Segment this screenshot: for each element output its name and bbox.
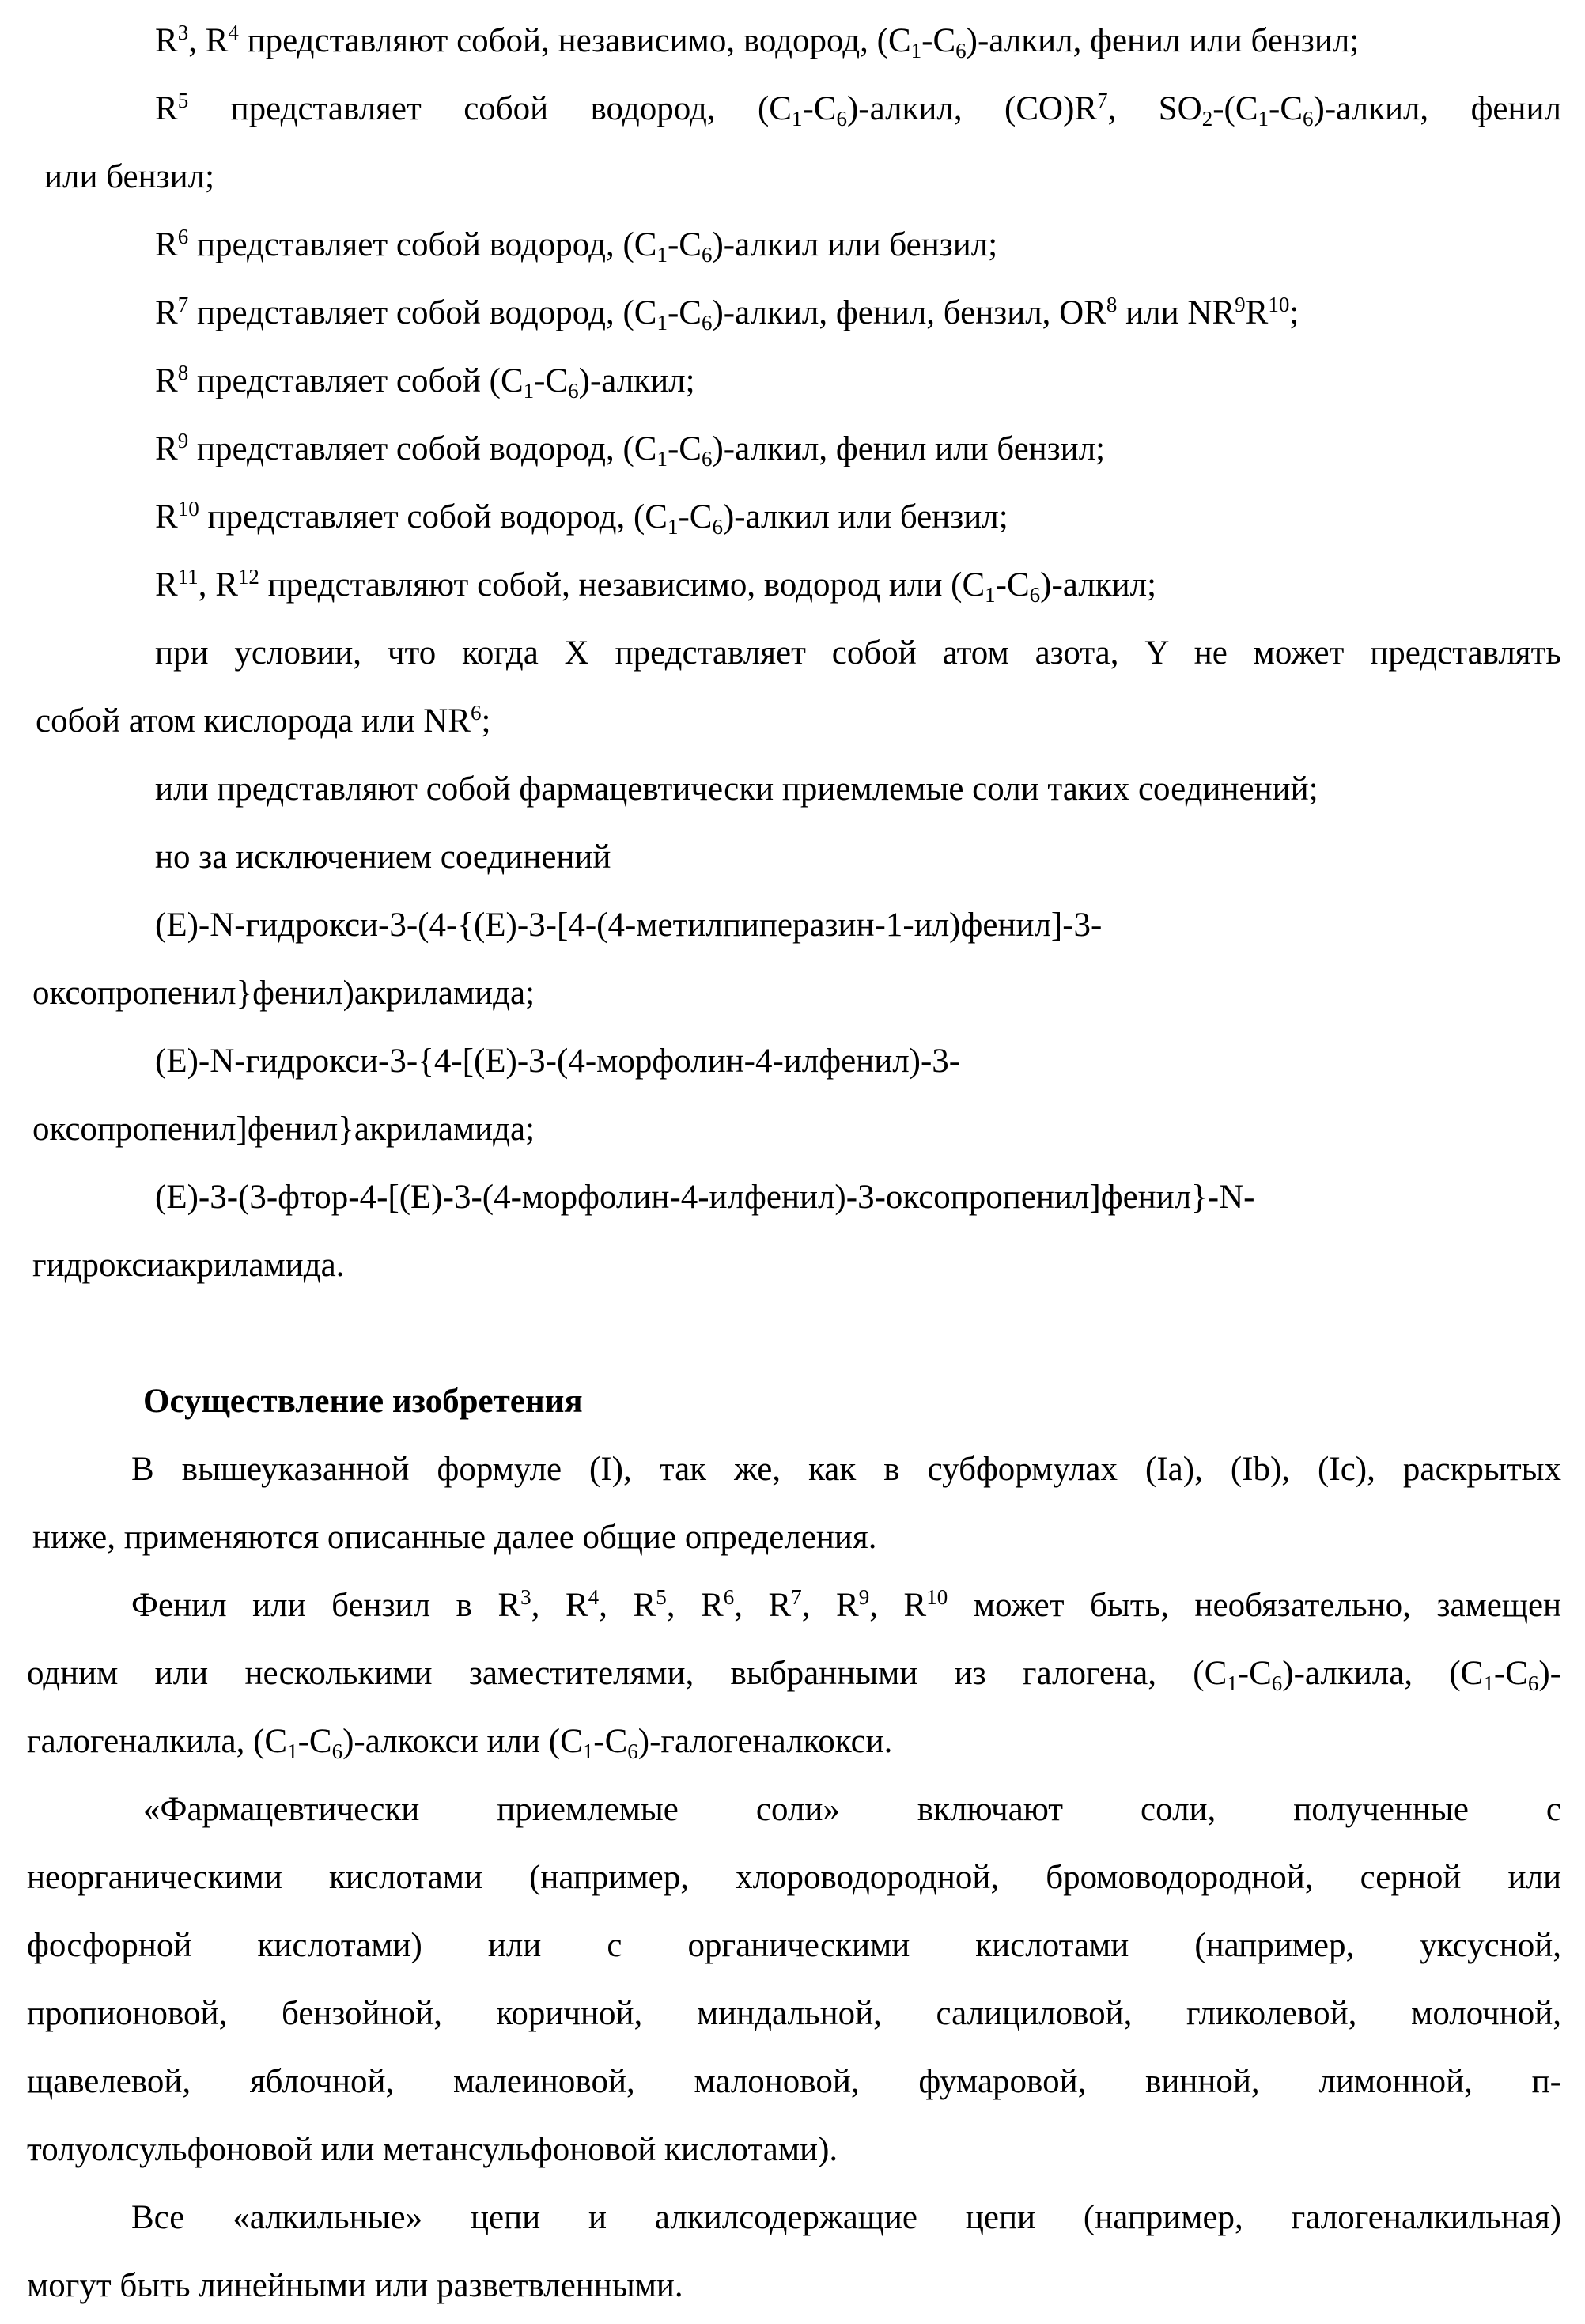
text-run: (E)-N-гидрокси-3-(4-{(E)-3-[4-(4-метилпиперазин-1-ил)фенил]-3- — [155, 907, 1102, 944]
text-run: R — [155, 294, 178, 331]
text-line — [36, 687, 490, 755]
subscript: 6 — [1528, 1671, 1539, 1695]
text-run: представляют собой, независимо, водород, (C — [239, 22, 911, 59]
subscript: 1 — [911, 39, 922, 62]
superscript: 10 — [178, 497, 199, 520]
text-line — [155, 551, 1156, 619]
text-run: , R — [199, 566, 238, 604]
text-run: , SO — [1108, 90, 1202, 127]
superscript: 8 — [178, 361, 189, 384]
subscript: 6 — [955, 39, 967, 62]
text-run: -C — [802, 90, 836, 127]
text-run: ; — [1289, 294, 1299, 331]
text-run: или бензил; — [44, 158, 214, 195]
superscript: 9 — [1235, 293, 1246, 316]
subscript: 1 — [524, 379, 535, 403]
text-run: представляет собой водород, (C — [188, 294, 656, 331]
superscript: 6 — [724, 1585, 735, 1609]
text-run: представляет собой водород, (C — [199, 498, 668, 536]
text-line — [131, 2184, 1561, 2252]
text-run: )-алкокси или (C — [342, 1723, 583, 1760]
text-line — [131, 1436, 1561, 1504]
text-run: В вышеуказанной формуле (I), так же, как в субформулах (Ia), (Ib), (Ic), раскрытых — [131, 1451, 1561, 1488]
text-line — [32, 960, 535, 1028]
superscript: 3 — [178, 21, 189, 44]
text-run: )-алкил; — [1040, 566, 1156, 604]
text-line — [27, 1912, 1561, 1980]
text-line — [143, 1776, 1561, 1844]
text-run: Фенил или бензил в R — [131, 1587, 520, 1624]
text-line — [155, 279, 1299, 347]
text-run: )-алкил; — [579, 362, 695, 399]
text-run: )-алкил или бензил; — [712, 226, 997, 263]
text-run: собой атом кислорода или NR — [36, 702, 471, 740]
text-line — [155, 1164, 1561, 1232]
text-run: (E)-N-гидрокси-3-{4-[(E)-3-(4-морфолин-4-илфенил)-3- — [155, 1043, 960, 1080]
text-run: -C — [298, 1723, 332, 1760]
text-line — [155, 619, 1561, 687]
superscript: 4 — [228, 21, 239, 44]
text-run: R — [155, 90, 178, 127]
text-run: представляют собой, независимо, водород или (C — [259, 566, 985, 604]
text-run: одним или несколькими заместителями, выбранными из галогена, (C — [27, 1655, 1227, 1692]
text-run: но за исключением соединений — [155, 838, 611, 876]
text-line — [155, 755, 1318, 823]
superscript: 10 — [926, 1585, 948, 1609]
subscript: 1 — [1258, 107, 1269, 131]
text-run: )-алкил, (CO)R — [847, 90, 1097, 127]
text-line — [131, 1572, 1561, 1640]
text-run: оксопропенил]фенил}акриламида; — [32, 1111, 535, 1148]
text-run: представляет собой водород, (C — [188, 226, 656, 263]
text-line — [27, 1980, 1561, 2048]
text-run: представляет собой водород, (C — [188, 90, 792, 127]
text-run: , R — [599, 1587, 656, 1624]
text-run: представляет собой (C — [188, 362, 523, 399]
text-line — [27, 2116, 838, 2184]
text-run: или представляют собой фармацевтически приемлемые соли таких соединений; — [155, 770, 1318, 808]
text-run: )- — [1538, 1655, 1561, 1692]
text-run: «Фармацевтически приемлемые соли» включают соли, полученные с — [143, 1791, 1561, 1828]
text-run: R — [155, 430, 178, 467]
superscript: 7 — [1097, 89, 1108, 112]
text-run: толуолсульфоновой или метансульфоновой кислотами). — [27, 2131, 838, 2168]
text-run: -C — [534, 362, 568, 399]
text-run: может быть, необязательно, замещен — [948, 1587, 1561, 1624]
text-line — [155, 347, 695, 415]
superscript: 4 — [588, 1585, 600, 1609]
section-heading — [143, 1368, 583, 1436]
subscript: 1 — [1227, 1671, 1238, 1695]
superscript: 3 — [520, 1585, 531, 1609]
text-run: -C — [1494, 1655, 1528, 1692]
text-run: оксопропенил}фенил)акриламида; — [32, 975, 535, 1012]
text-line — [155, 891, 1102, 960]
text-line — [27, 2048, 1561, 2116]
subscript: 6 — [836, 107, 847, 131]
subscript: 6 — [1030, 583, 1041, 607]
superscript: 9 — [178, 429, 189, 452]
text-run: -C — [1238, 1655, 1272, 1692]
text-run: )-алкил, фенил, бензил, OR — [712, 294, 1106, 331]
superscript: 7 — [791, 1585, 802, 1609]
subscript: 1 — [583, 1739, 594, 1763]
text-line — [32, 1096, 535, 1164]
subscript: 1 — [287, 1739, 298, 1763]
superscript: 11 — [178, 565, 199, 589]
text-run: -C — [668, 430, 702, 467]
text-run: , R — [734, 1587, 791, 1624]
superscript: 8 — [1106, 293, 1118, 316]
text-line — [32, 1232, 344, 1300]
text-run: )-алкила, (C — [1282, 1655, 1483, 1692]
subscript: 1 — [656, 311, 668, 335]
text-run: R — [155, 22, 178, 59]
text-run: фосфорной кислотами) или с органическими кислотами (например, уксусной, — [27, 1927, 1561, 1964]
text-run: R — [155, 498, 178, 536]
text-line — [44, 143, 214, 211]
subscript: 1 — [792, 107, 803, 131]
subscript: 6 — [702, 243, 713, 267]
text-run: , R — [869, 1587, 926, 1624]
text-run: ниже, применяются описанные далее общие определения. — [32, 1519, 876, 1556]
text-run: )-алкил или бензил; — [723, 498, 1008, 536]
text-run: -C — [668, 294, 702, 331]
text-line — [155, 1028, 960, 1096]
text-run: -C — [593, 1723, 627, 1760]
text-run: пропионовой, бензойной, коричной, миндальной, салициловой, гликолевой, молочной, — [27, 1995, 1561, 2032]
subscript: 1 — [656, 447, 668, 471]
superscript: 9 — [859, 1585, 870, 1609]
text-run: представляет собой водород, (C — [188, 430, 656, 467]
text-run: ; — [481, 702, 490, 740]
subscript: 1 — [668, 515, 679, 539]
text-run: -(C — [1212, 90, 1258, 127]
text-run: , R — [802, 1587, 859, 1624]
text-run: -C — [996, 566, 1030, 604]
text-run: , R — [531, 1587, 588, 1624]
text-line — [27, 1708, 892, 1776]
subscript: 6 — [627, 1739, 638, 1763]
subscript: 1 — [656, 243, 668, 267]
superscript: 5 — [178, 89, 189, 112]
text-run: Осуществление изобретения — [143, 1383, 583, 1420]
subscript: 1 — [985, 583, 996, 607]
subscript: 6 — [712, 515, 723, 539]
subscript: 6 — [568, 379, 579, 403]
subscript: 6 — [1272, 1671, 1283, 1695]
text-line — [32, 1504, 876, 1572]
subscript: 6 — [332, 1739, 343, 1763]
text-line — [27, 1640, 1561, 1708]
text-run: щавелевой, яблочной, малеиновой, малоновой, фумаровой, винной, лимонной, п- — [27, 2063, 1561, 2100]
subscript: 6 — [702, 447, 713, 471]
text-line — [155, 211, 997, 279]
text-run: могут быть линейными или разветвленными. — [27, 2267, 683, 2304]
subscript: 2 — [1202, 107, 1213, 131]
text-run: R — [155, 226, 178, 263]
text-run: или NR — [1117, 294, 1235, 331]
text-run: -C — [668, 226, 702, 263]
text-run: )-галогеналкокси. — [638, 1723, 893, 1760]
text-run: , R — [188, 22, 228, 59]
text-run: неорганическими кислотами (например, хлороводородной, бромоводородной, серной или — [27, 1859, 1561, 1896]
text-run: галогеналкила, (C — [27, 1723, 287, 1760]
superscript: 12 — [238, 565, 259, 589]
text-line — [27, 1844, 1561, 1912]
text-run: )-алкил, фенил или бензил; — [712, 430, 1105, 467]
text-line — [155, 483, 1008, 551]
text-run: R — [1246, 294, 1269, 331]
superscript: 6 — [178, 225, 189, 248]
text-run: )-алкил, фенил — [1314, 90, 1561, 127]
superscript: 6 — [471, 701, 482, 725]
superscript: 7 — [178, 293, 189, 316]
text-run: R — [155, 362, 178, 399]
text-run: Все «алкильные» цепи и алкилсодержащие цепи (например, галогеналкильная) — [131, 2199, 1561, 2236]
text-run: гидроксиакриламида. — [32, 1247, 344, 1284]
text-run: -C — [1269, 90, 1303, 127]
text-line — [155, 823, 611, 891]
text-run: )-алкил, фенил или бензил; — [967, 22, 1360, 59]
text-line — [155, 7, 1359, 75]
text-run: -C — [921, 22, 955, 59]
superscript: 5 — [656, 1585, 667, 1609]
subscript: 1 — [1483, 1671, 1494, 1695]
text-line — [155, 75, 1561, 143]
text-run: R — [155, 566, 178, 604]
text-run: (E)-3-(3-фтор-4-[(E)-3-(4-морфолин-4-илфенил)-3-оксопропенил]фенил}-N- — [155, 1179, 1254, 1216]
text-line — [27, 2252, 683, 2320]
text-line — [155, 415, 1105, 483]
subscript: 6 — [1303, 107, 1314, 131]
text-run: при условии, что когда X представляет собой атом азота, Y не может представлять — [155, 634, 1561, 672]
superscript: 10 — [1268, 293, 1289, 316]
text-run: , R — [667, 1587, 724, 1624]
text-run: -C — [678, 498, 712, 536]
subscript: 6 — [702, 311, 713, 335]
